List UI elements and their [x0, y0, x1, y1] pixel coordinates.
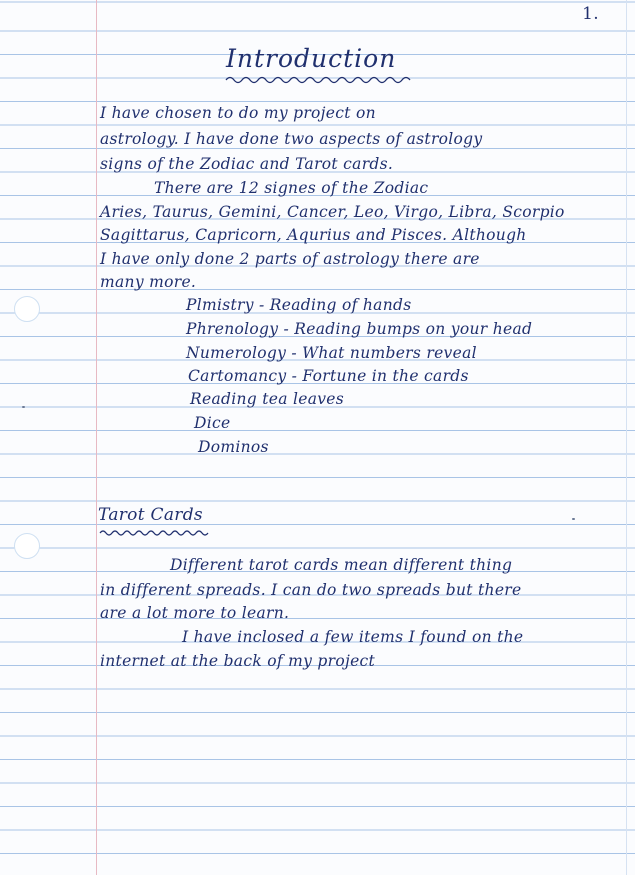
tarot-line: Different tarot cards mean different thing: [170, 556, 513, 574]
list-item: Phrenology - Reading bumps on your head: [186, 320, 533, 338]
list-item: Cartomancy - Fortune in the cards: [188, 367, 469, 385]
intro-line: Sagittarus, Capricorn, Aqurius and Pisces. Although: [100, 226, 527, 244]
intro-line: I have chosen to do my project on: [100, 104, 376, 122]
ink-speck: [22, 406, 25, 408]
list-item: Reading tea leaves: [190, 390, 345, 408]
tarot-line: I have inclosed a few items I found on the: [182, 628, 524, 646]
tarot-line: are a lot more to learn.: [100, 604, 290, 622]
section-underline-squiggle: [98, 528, 210, 538]
list-item: Dice: [194, 414, 231, 432]
intro-line: There are 12 signes of the Zodiac: [154, 179, 429, 197]
page-number: 1.: [582, 4, 599, 24]
intro-line: signs of the Zodiac and Tarot cards.: [100, 155, 394, 173]
page-title: Introduction: [226, 44, 397, 73]
title-underline-squiggle: [224, 74, 414, 86]
intro-line: Aries, Taurus, Gemini, Cancer, Leo, Virgo, Libra, Scorpio: [100, 203, 565, 221]
list-item: Plmistry - Reading of hands: [186, 296, 412, 314]
page-edge-line: [626, 0, 627, 875]
section-heading: Tarot Cards: [98, 505, 203, 525]
ink-speck: [572, 518, 575, 520]
intro-line: astrology. I have done two aspects of astrology: [100, 130, 483, 148]
punch-hole-top: [14, 296, 40, 322]
tarot-line: internet at the back of my project: [100, 652, 376, 670]
margin-line: [96, 0, 97, 875]
list-item: Dominos: [198, 438, 269, 456]
punch-hole-bottom: [14, 533, 40, 559]
intro-line: many more.: [100, 273, 197, 291]
intro-line: I have only done 2 parts of astrology there are: [100, 250, 480, 268]
list-item: Numerology - What numbers reveal: [186, 344, 477, 362]
tarot-line: in different spreads. I can do two spreads but there: [100, 581, 522, 599]
